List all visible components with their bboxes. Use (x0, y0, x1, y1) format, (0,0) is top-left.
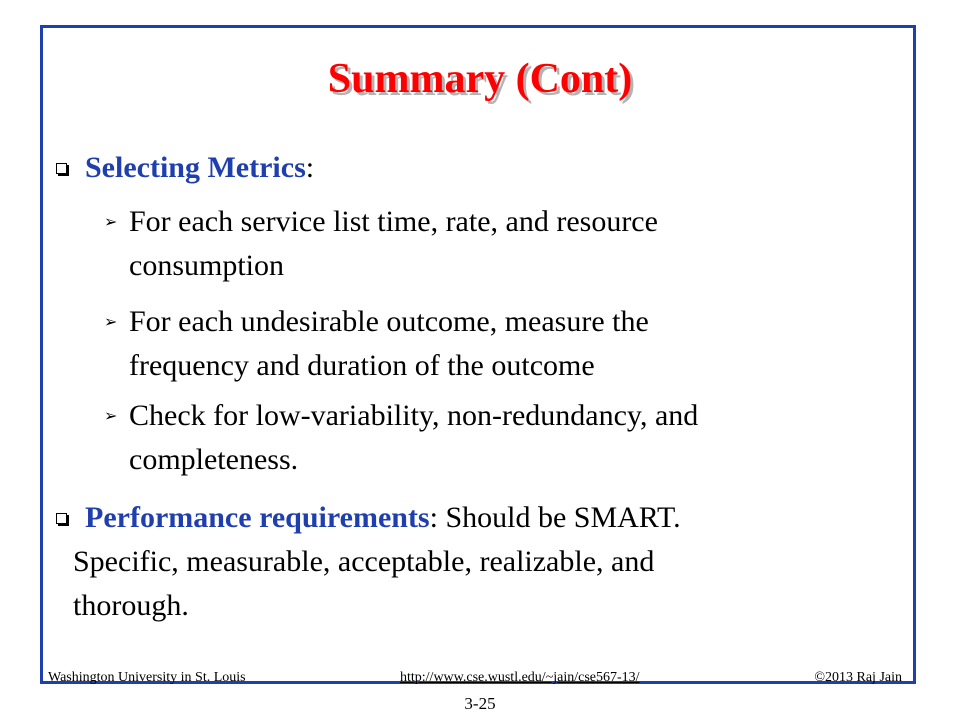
footer-url-link[interactable]: http://www.cse.wustl.edu/~jain/cse567-13/ (400, 670, 640, 685)
bullet-rest: : Should be SMART. (429, 501, 681, 534)
bullet-performance-requirements (73, 496, 885, 628)
arrow-bullet-icon: ➢ (104, 212, 118, 231)
sub-bullet-text: For each service list time, rate, and resource (129, 205, 658, 238)
square-bullet-icon (56, 513, 67, 524)
page-number: 3-25 (464, 694, 496, 713)
bullet-highlight: Performance requirements (85, 501, 430, 534)
slide-title: Summary (Cont) (327, 56, 633, 102)
arrow-bullet-icon: ➢ (104, 406, 118, 425)
sub-bullet-text: For each undesirable outcome, measure the (129, 305, 649, 338)
bullet-line2: Specific, measurable, acceptable, realizable, and (73, 545, 655, 578)
footer-institution: Washington University in St. Louis (48, 670, 246, 685)
bullet-highlight: Selecting Metrics (85, 151, 306, 184)
bullet-rest: : (305, 151, 315, 184)
sub-bullet-text-cont: completeness. (129, 443, 299, 476)
bullet-selecting-metrics (85, 146, 885, 190)
sub-bullet-text-cont: frequency and duration of the outcome (129, 349, 595, 382)
bullet-line3: thorough. (73, 589, 189, 622)
square-bullet-icon (56, 163, 67, 174)
sub-bullet-check (104, 394, 849, 482)
sub-bullet-text: Check for low-variability, non-redundancy, and (129, 399, 699, 432)
footer-copyright: ©2013 Raj Jain (814, 670, 902, 685)
sub-bullet-outcome (104, 300, 849, 388)
arrow-bullet-icon: ➢ (104, 312, 118, 331)
sub-bullet-service (104, 200, 849, 288)
sub-bullet-text-cont: consumption (129, 249, 284, 282)
